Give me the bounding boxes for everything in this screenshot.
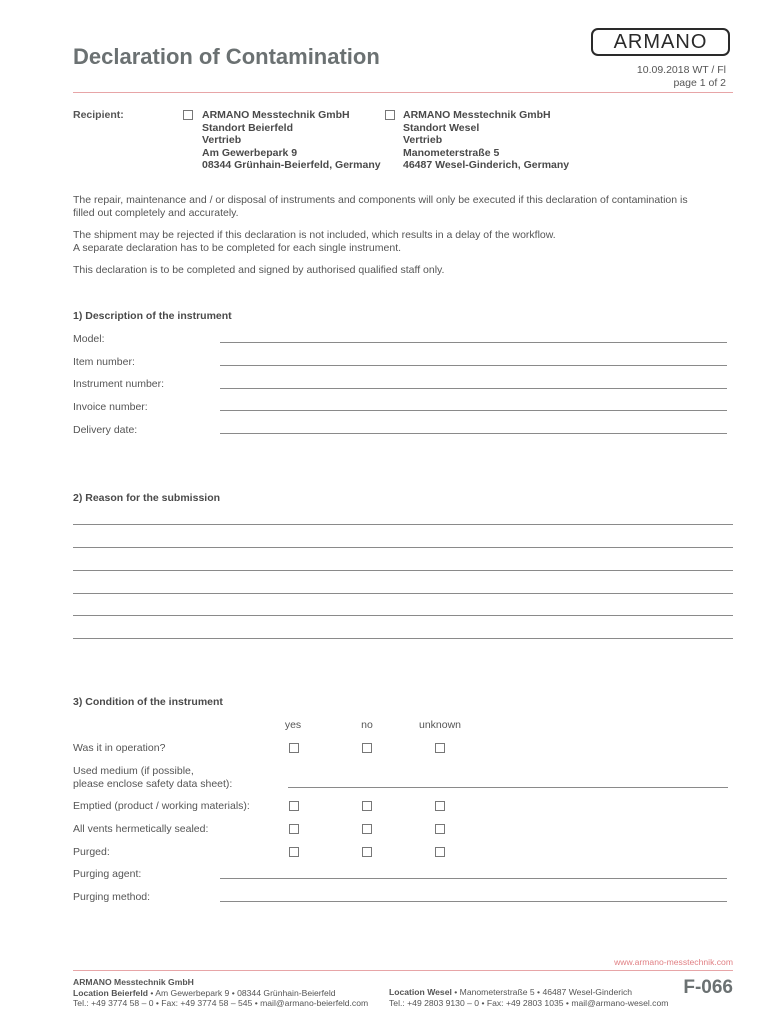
emptied-unknown-checkbox[interactable] (435, 801, 445, 811)
address-line: Vertrieb (403, 134, 443, 146)
footer-beierfeld-address-line (73, 988, 368, 999)
vents-no-checkbox[interactable] (362, 824, 372, 834)
operation-yes-checkbox[interactable] (289, 743, 299, 753)
intro-line: A separate declaration has to be completed for each single instrument. (73, 241, 402, 254)
medium-question-line: Used medium (if possible, (73, 765, 194, 777)
footer-wesel-label: Location Wesel (389, 987, 452, 997)
recipient-label: Recipient: (73, 109, 124, 121)
item-number-input[interactable] (220, 365, 727, 366)
address-line: ARMANO Messtechnik GmbH (403, 109, 551, 121)
model-input[interactable] (220, 342, 727, 343)
purged-yes-checkbox[interactable] (289, 847, 299, 857)
footer-wesel (389, 987, 668, 1008)
address-line: 08344 Grünhain-Beierfeld, Germany (202, 159, 381, 171)
purging-method-label: Purging method: (73, 891, 151, 903)
intro-paragraph-2 (73, 229, 556, 254)
footer-beierfeld-contact: Tel.: +49 3774 58 – 0 • Fax: +49 3774 58 – 545 • mail@armano-beierfeld.com (73, 998, 369, 1008)
reason-line-3[interactable] (73, 570, 733, 571)
recipient-beierfeld-checkbox[interactable] (183, 110, 193, 120)
delivery-date-input[interactable] (220, 433, 727, 434)
footer-beierfeld-address: • Am Gewerbepark 9 • 08344 Grünhain-Beierfeld (147, 987, 336, 998)
purged-no-checkbox[interactable] (362, 847, 372, 857)
delivery-date-label: Delivery date: (73, 424, 138, 436)
vents-yes-checkbox[interactable] (289, 824, 299, 834)
armano-logo: ARMANO (591, 28, 730, 56)
footer-divider (73, 970, 733, 971)
instrument-number-label: Instrument number: (73, 378, 165, 390)
address-line: 46487 Wesel-Ginderich, Germany (403, 159, 570, 171)
column-unknown: unknown (418, 719, 462, 731)
invoice-number-label: Invoice number: (73, 401, 148, 413)
medium-question (73, 765, 232, 790)
purging-agent-input[interactable] (220, 878, 727, 879)
address-line: Manometerstraße 5 (403, 146, 500, 159)
column-yes: yes (284, 719, 302, 731)
section-1-title: 1) Description of the instrument (73, 310, 232, 322)
recipient-wesel-address (403, 109, 569, 172)
item-number-label: Item number: (73, 356, 135, 368)
column-no: no (361, 719, 373, 731)
intro-paragraph-3: This declaration is to be completed and signed by authorised qualified staff only. (73, 264, 445, 276)
recipient-beierfeld-address (202, 109, 381, 172)
footer-beierfeld (73, 977, 368, 1009)
vents-question: All vents hermetically sealed: (73, 823, 209, 835)
intro-line: The shipment may be rejected if this declaration is not included, which results in a delay of the workflow. (73, 229, 556, 241)
section-2-title: 2) Reason for the submission (73, 492, 221, 504)
address-line: Standort Beierfeld (202, 121, 294, 134)
medium-input[interactable] (288, 787, 728, 788)
footer-wesel-contact: Tel.: +49 2803 9130 – 0 • Fax: +49 2803 1035 • mail@armano-wesel.com (389, 997, 669, 1008)
page-info: page 1 of 2 (673, 77, 726, 89)
header-divider (73, 92, 733, 93)
reason-line-2[interactable] (73, 547, 733, 548)
purging-agent-label: Purging agent: (73, 868, 142, 880)
purged-question: Purged: (73, 846, 110, 858)
operation-no-checkbox[interactable] (362, 743, 372, 753)
operation-unknown-checkbox[interactable] (435, 743, 445, 753)
footer-wesel-address-line (389, 987, 668, 998)
reason-line-5[interactable] (73, 615, 733, 616)
vents-unknown-checkbox[interactable] (435, 824, 445, 834)
reason-line-6[interactable] (73, 638, 733, 639)
recipient-wesel-checkbox[interactable] (385, 110, 395, 120)
address-line: Vertrieb (202, 134, 242, 146)
document-date: 10.09.2018 WT / Fl (636, 64, 726, 76)
page-title: Declaration of Contamination (73, 44, 380, 69)
intro-paragraph-1 (73, 194, 688, 219)
instrument-number-input[interactable] (220, 388, 727, 389)
emptied-yes-checkbox[interactable] (289, 801, 299, 811)
address-line: Standort Wesel (403, 121, 480, 134)
footer-wesel-address: • Manometerstraße 5 • 46487 Wesel-Ginderich (451, 987, 633, 997)
address-line: Am Gewerbepark 9 (202, 146, 298, 159)
purged-unknown-checkbox[interactable] (435, 847, 445, 857)
website-link[interactable]: www.armano-messtechnik.com (614, 957, 733, 967)
invoice-number-input[interactable] (220, 410, 727, 411)
footer-beierfeld-label: Location Beierfeld (73, 987, 148, 998)
reason-line-4[interactable] (73, 593, 733, 594)
reason-line-1[interactable] (73, 524, 733, 525)
medium-question-line: please enclose safety data sheet): (73, 777, 233, 790)
address-line: ARMANO Messtechnik GmbH (202, 109, 350, 121)
footer-company: ARMANO Messtechnik GmbH (73, 977, 194, 987)
section-3-title: 3) Condition of the instrument (73, 696, 223, 708)
form-number: F-066 (683, 977, 733, 998)
model-label: Model: (73, 333, 105, 345)
intro-line: filled out completely and accurately. (73, 206, 239, 219)
intro-line: The repair, maintenance and / or disposal of instruments and components will only be executed if this declaration of contamination is (73, 194, 688, 206)
operation-question: Was it in operation? (73, 742, 166, 754)
emptied-no-checkbox[interactable] (362, 801, 372, 811)
emptied-question: Emptied (product / working materials): (73, 800, 250, 812)
purging-method-input[interactable] (220, 901, 727, 902)
